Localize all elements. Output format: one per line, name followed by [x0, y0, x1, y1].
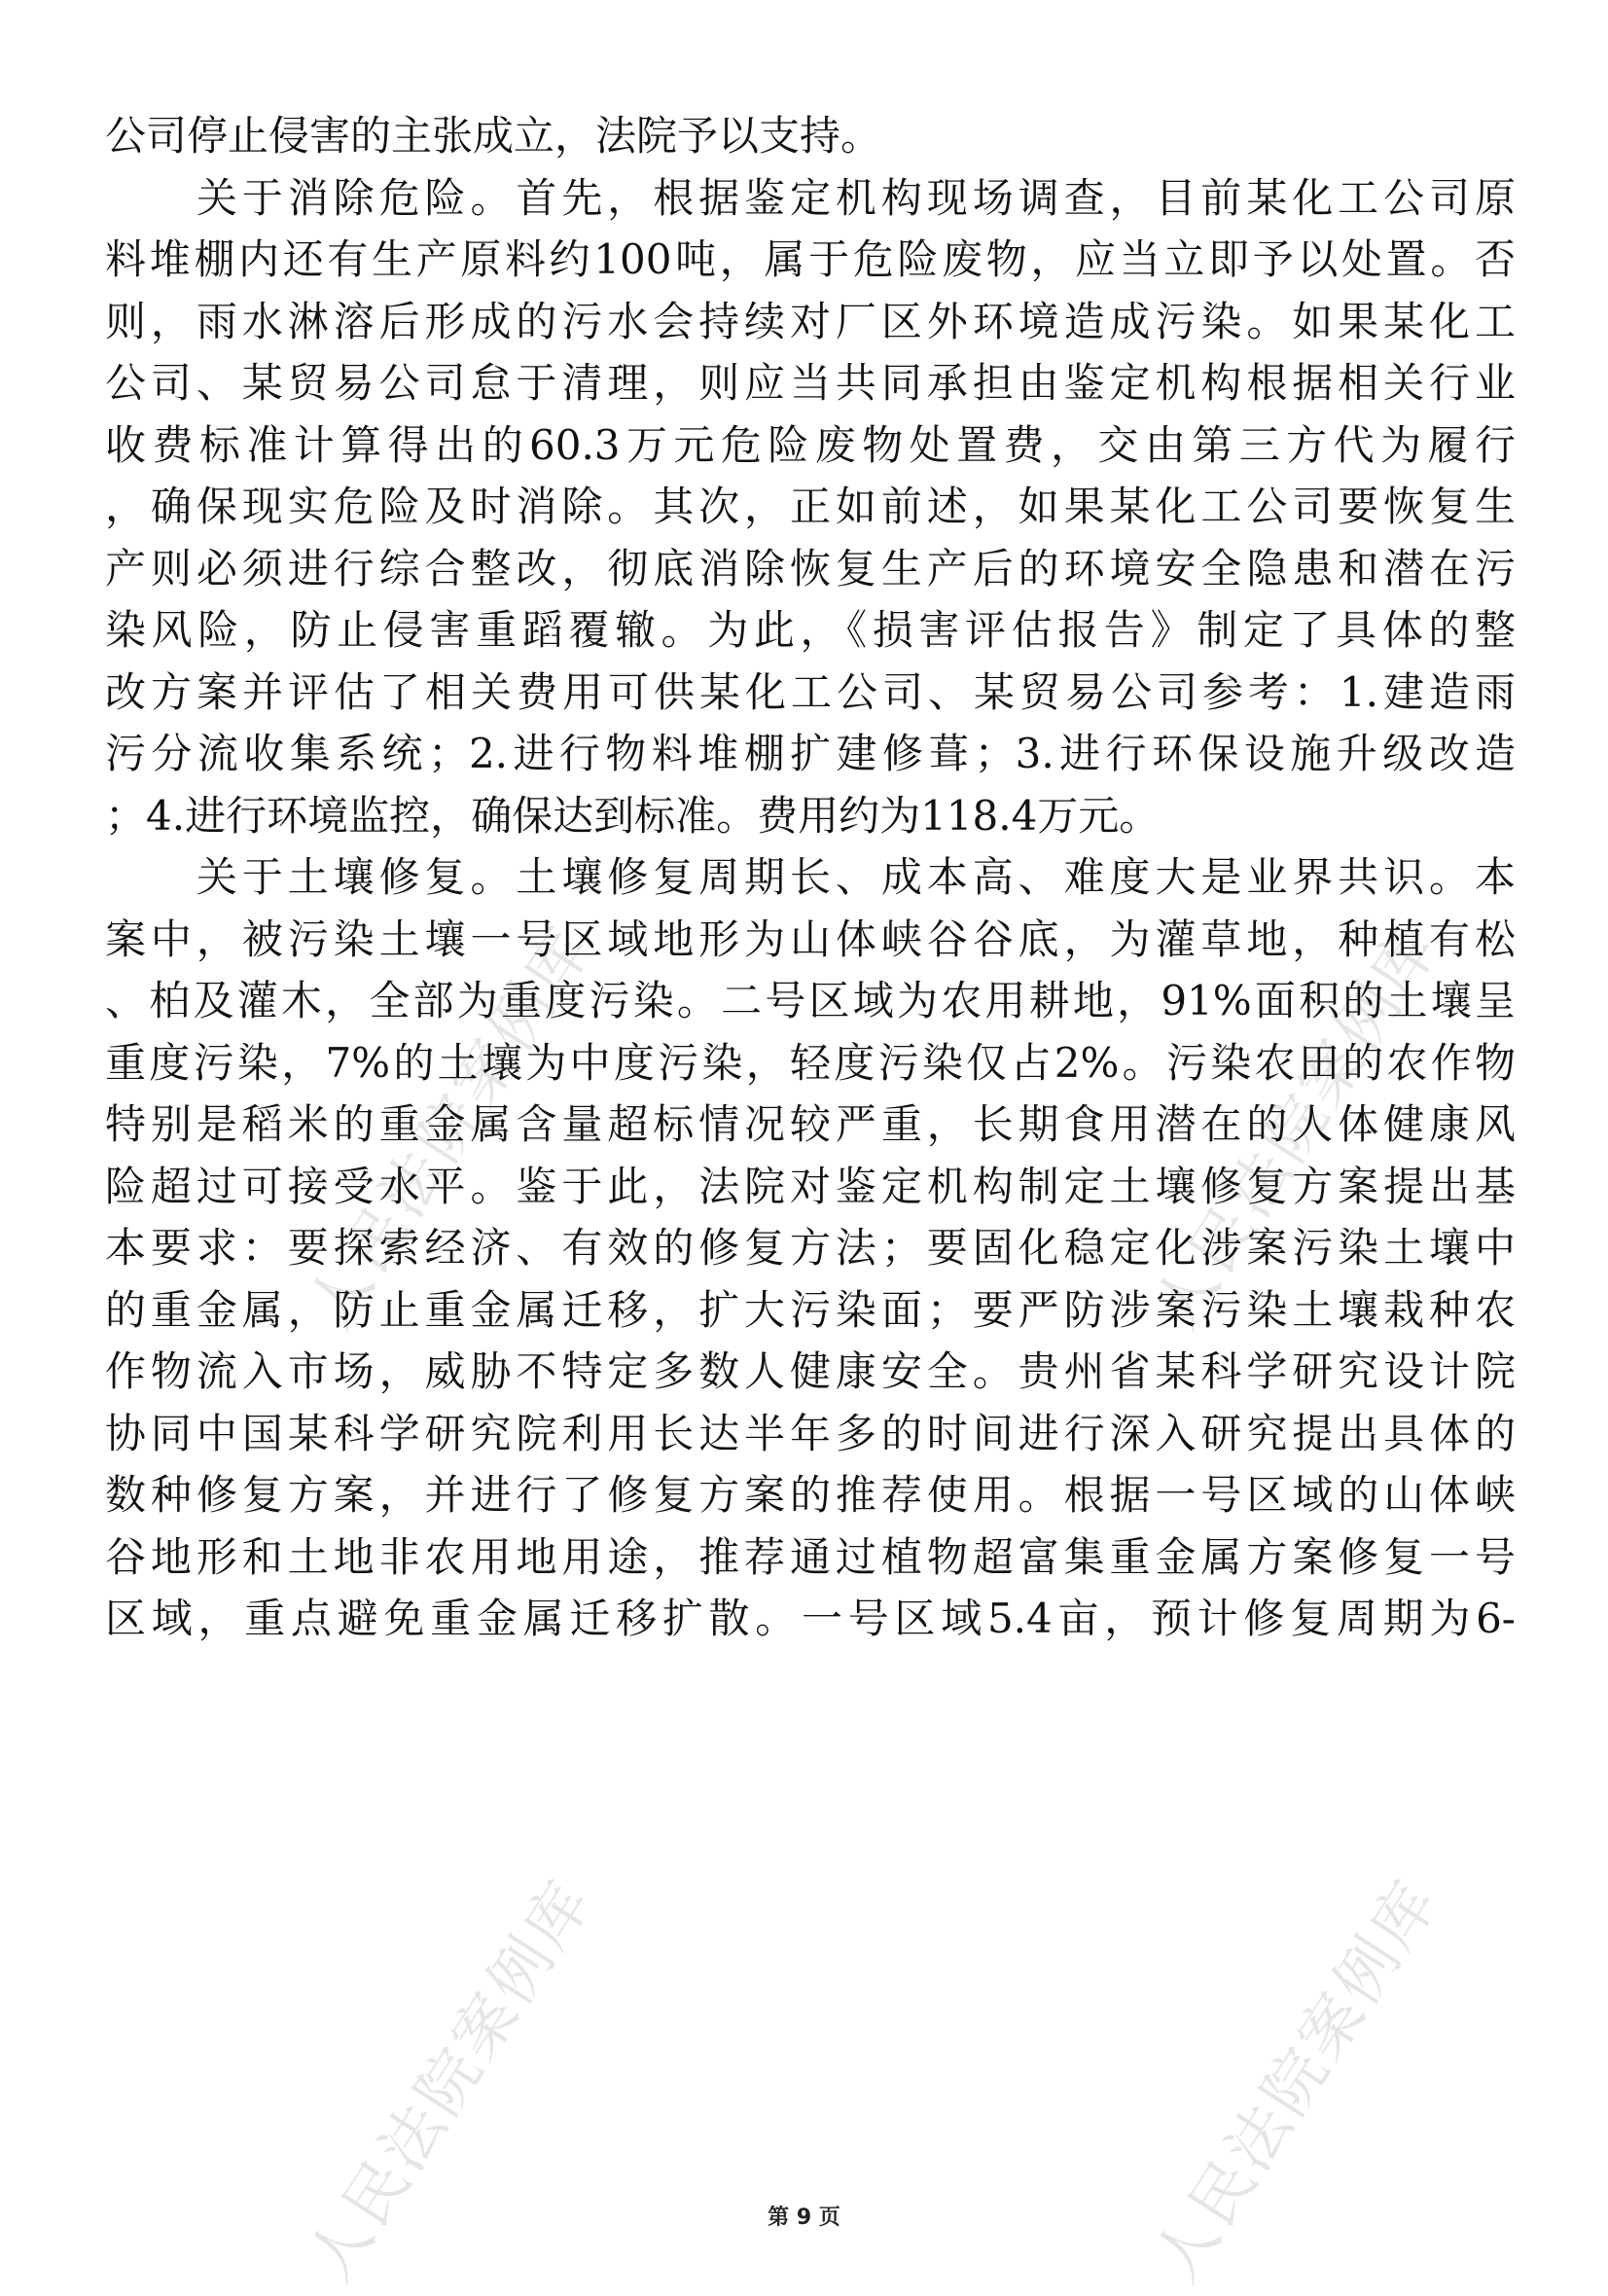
text-line: 产则必须进行综合整改，彻底消除恢复生产后的环境安全隐患和潜在污 — [105, 544, 1516, 592]
page-number: 第 9 页 — [768, 2206, 840, 2230]
watermark: 人民法院案例库 — [294, 1866, 607, 2295]
text-line: 则，雨水淋溶后形成的污水会持续对厂区外环境造成污染。如果某化工 — [105, 297, 1516, 345]
text-line: 案中，被污染土壤一号区域地形为山体峡谷谷底，为灌草地，种植有松 — [105, 915, 1516, 963]
text-line: 重度污染，7%的土壤为中度污染，轻度污染仅占2%。污染农田的农作物 — [105, 1038, 1516, 1087]
text-line: 关于土壤修复。土壤修复周期长、成本高、难度大是业界共识。本 — [105, 853, 1516, 901]
text-line: 区域，重点避免重金属迁移扩散。一号区域5.4亩，预计修复周期为6- — [105, 1595, 1516, 1642]
text-line: ；4.进行环境监控，确保达到标准。费用约为118.4万元。 — [105, 791, 1161, 840]
watermark: 人民法院案例库 — [1140, 1866, 1453, 2295]
text-line: 的重金属，防止重金属迁移，扩大污染面；要严防涉案污染土壤栽种农 — [105, 1285, 1516, 1334]
text-line: 险超过可接受水平。鉴于此，法院对鉴定机构制定土壤修复方案提出基 — [105, 1162, 1516, 1210]
watermark: 人民法院案例库 — [294, 913, 607, 1342]
text-line: 污分流收集系统；2.进行物料堆棚扩建修葺；3.进行环保设施升级改造 — [105, 730, 1516, 777]
text-line: 数种修复方案，并进行了修复方案的推荐使用。根据一号区域的山体峡 — [105, 1471, 1516, 1519]
text-line: 公司、某贸易公司怠于清理，则应当共同承担由鉴定机构根据相关行业 — [105, 359, 1516, 407]
text-line: 关于消除危险。首先，根据鉴定机构现场调查，目前某化工公司原 — [105, 173, 1516, 222]
text-line: 公司停止侵害的主张成立，法院予以支持。 — [105, 112, 882, 160]
text-line: 改方案并评估了相关费用可供某化工公司、某贸易公司参考：1.建造雨 — [105, 667, 1516, 716]
text-line: 染风险，防止侵害重蹈覆辙。为此，《损害评估报告》制定了具体的整 — [105, 606, 1516, 654]
text-line: 协同中国某科学研究院利用长达半年多的时间进行深入研究提出具体的 — [105, 1409, 1516, 1457]
text-line: 特别是稻米的重金属含量超标情况较严重，长期食用潜在的人体健康风 — [105, 1100, 1516, 1148]
text-line: 谷地形和土地非农用地用途，推荐通过植物超富集重金属方案修复一号 — [105, 1532, 1516, 1581]
text-line: 料堆棚内还有生产原料约100吨，属于危险废物，应当立即予以处置。否 — [105, 235, 1516, 283]
text-line: 本要求：要探索经济、有效的修复方法；要固化稳定化涉案污染土壤中 — [105, 1224, 1516, 1272]
body-text — [105, 105, 1516, 1650]
watermark: 人民法院案例库 — [1140, 913, 1453, 1342]
text-line: 作物流入市场，威胁不特定多数人健康安全。贵州省某科学研究设计院 — [105, 1347, 1516, 1395]
text-line: 、柏及灌木，全部为重度污染。二号区域为农用耕地，91%面积的土壤呈 — [105, 977, 1516, 1024]
text-line: ，确保现实危险及时消除。其次，正如前述，如果某化工公司要恢复生 — [105, 483, 1516, 530]
text-line: 收费标准计算得出的60.3万元危险废物处置费，交由第三方代为履行 — [105, 420, 1516, 469]
